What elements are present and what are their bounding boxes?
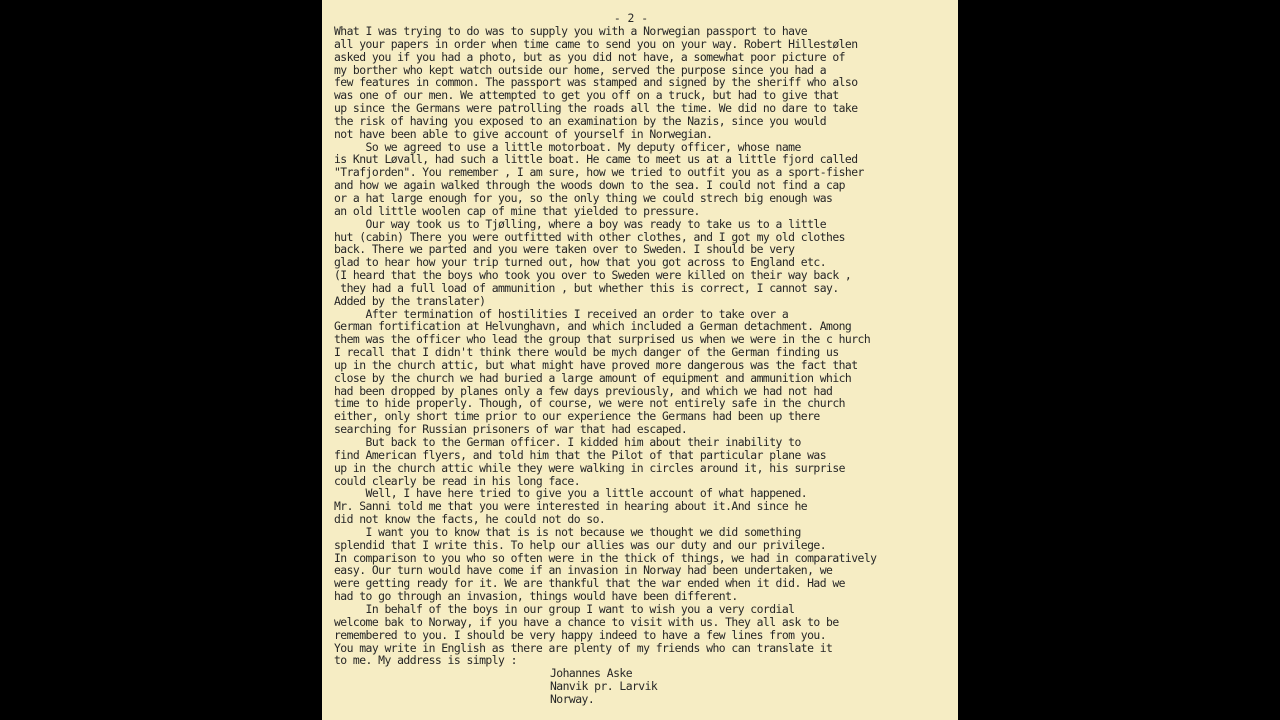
body-line: splendid that I write this. To help our allies was our duty and our privilege. xyxy=(334,537,827,552)
body-line: I recall that I didn't think there would be mych danger of the German finding us xyxy=(334,345,839,360)
body-line: close by the church we had buried a large amount of equipment and ammunition which xyxy=(334,370,852,385)
body-line: up in the church attic, but what might have proved more dangerous was the fact that xyxy=(334,357,858,372)
body-line: So we agreed to use a little motorboat. My deputy officer, whose name xyxy=(334,139,801,154)
signature-name: Johannes Aske xyxy=(550,666,633,681)
body-line: either, only short time prior to our experience the Germans had been up there xyxy=(334,409,820,424)
body-line: could clearly be read in his long face. xyxy=(334,473,581,488)
body-line: Our way took us to Tjølling, where a boy was ready to take us to a little xyxy=(334,216,827,231)
body-line: glad to hear how your trip turned out, how that you got across to England etc. xyxy=(334,255,827,270)
body-line: German fortification at Helvunghavn, and which included a German detachment. Among xyxy=(334,319,852,334)
body-line: they had a full load of ammunition , but whether this is correct, I cannot say. xyxy=(334,280,839,295)
body-line: What I was trying to do was to supply you with a Norwegian passport to have xyxy=(334,24,808,38)
signature-block xyxy=(334,667,948,706)
body-line: But back to the German officer. I kidded him about their inability to xyxy=(334,435,801,449)
body-line: asked you if you had a photo, but as you did not have, a somewhat poor picture of xyxy=(334,49,845,64)
body-line: up since the Germans were patrolling the roads all the time. We did no dare to take xyxy=(334,101,858,116)
body-line: had to go through an invasion, things would have been different. xyxy=(334,589,738,604)
body-line: an old little woolen cap of mine that yielded to pressure. xyxy=(334,203,700,218)
body-line: easy. Our turn would have come if an invasion in Norway had been undertaken, we xyxy=(334,563,833,578)
body-line: is Knut Løvall, had such a little boat. He came to meet us at a little fjord called xyxy=(334,152,858,167)
body-line: time to hide properly. Though, of course, we were not entirely safe in the church xyxy=(334,396,845,411)
body-line: up in the church attic while they were walking in circles around it, his surprise xyxy=(334,460,845,475)
page-number: - 2 - xyxy=(613,11,649,25)
body-line: Added by the translater) xyxy=(334,293,486,308)
body-line: "Trafjorden". You remember , I am sure, how we tried to outfit you as a sport-fisher xyxy=(334,165,864,180)
body-line: my borther who kept watch outside our home, served the purpose since you had a xyxy=(334,62,827,77)
body-line: the risk of having you exposed to an examination by the Nazis, since you would xyxy=(334,113,827,128)
body-line: to me. My address is simply : xyxy=(334,653,517,668)
body-line: few features in common. The passport was stamped and signed by the sheriff who also xyxy=(334,75,858,90)
letter-body xyxy=(334,25,948,667)
signature-country: Norway. xyxy=(550,691,595,706)
body-line: all your papers in order when time came to send you on your way. Robert Hillestølen xyxy=(334,36,858,51)
body-line: I want you to know that is is not because we thought we did something xyxy=(334,524,801,539)
body-line: In comparison to you who so often were in the thick of things, we had in comparatively xyxy=(334,550,877,565)
body-line: Mr. Sanni told me that you were interested in hearing about it.And since he xyxy=(334,499,808,514)
signature-address-line: Nanvik pr. Larvik xyxy=(550,679,658,694)
body-line: had been dropped by planes only a few days previously, and which we had not had xyxy=(334,383,833,398)
body-line: did not know the facts, he could not do so. xyxy=(334,512,606,527)
body-line: find American flyers, and told him that the Pilot of that particular plane was xyxy=(334,447,827,462)
body-line: them was the officer who lead the group that surprised us when we were in the c hurch xyxy=(334,332,871,347)
body-line: (I heard that the boys who took you over to Sweden were killed on their way back , xyxy=(334,268,852,283)
body-line: You may write in English as there are plenty of my friends who can translate it xyxy=(334,640,833,655)
body-line: and how we again walked through the woods down to the sea. I could not find a cap xyxy=(334,178,845,193)
body-line: welcome bak to Norway, if you have a chance to visit with us. They all ask to be xyxy=(334,614,839,629)
body-line: After termination of hostilities I received an order to take over a xyxy=(334,306,789,321)
body-line: were getting ready for it. We are thankful that the war ended when it did. Had we xyxy=(334,576,845,591)
body-line: was one of our men. We attempted to get you off on a truck, but had to give that xyxy=(334,88,839,103)
body-line: remembered to you. I should be very happy indeed to have a few lines from you. xyxy=(334,627,827,642)
body-line: searching for Russian prisoners of war that had escaped. xyxy=(334,422,688,437)
body-line: not have been able to give account of yourself in Norwegian. xyxy=(334,126,713,141)
body-line: hut (cabin) There you were outfitted with other clothes, and I got my old clothes xyxy=(334,229,845,244)
body-line: or a hat large enough for you, so the only thing we could strech big enough was xyxy=(334,190,833,205)
body-line: back. There we parted and you were taken over to Sweden. I should be very xyxy=(334,242,795,257)
body-line: Well, I have here tried to give you a little account of what happened. xyxy=(334,486,808,501)
body-line: In behalf of the boys in our group I want to wish you a very cordial xyxy=(334,601,795,616)
letter-page xyxy=(322,0,958,720)
